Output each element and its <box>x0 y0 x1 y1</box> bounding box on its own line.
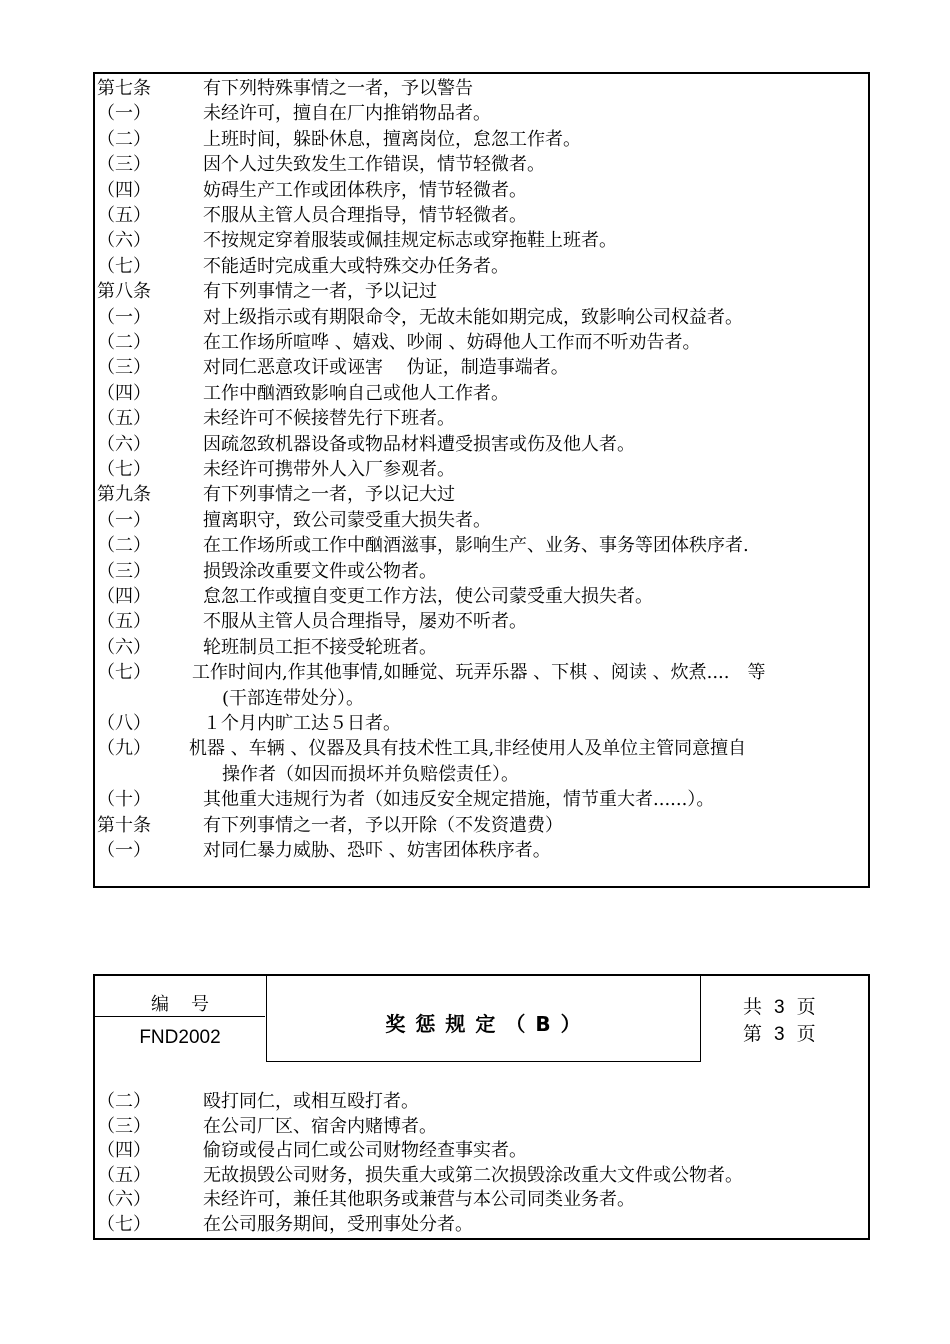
document-title: 奖惩规定（B） <box>385 1012 591 1036</box>
rule-text: 不能适时完成重大或特殊交办任务者。 <box>203 255 509 277</box>
rule-text: 在公司厂区、宿舍内赌博者。 <box>203 1115 437 1137</box>
rule-text: 未经许可携带外人入厂参观者。 <box>203 459 455 480</box>
rule-text: 在工作场所或工作中酗酒滋事，影响生产、业务、事务等团体秩序者. <box>203 535 749 557</box>
rules-continuation-box <box>93 974 870 1240</box>
rule-text: 对同仁暴力威胁、恐吓 、妨害团体秩序者。 <box>203 840 551 861</box>
page-counter <box>743 994 816 1048</box>
item-label: （二） <box>97 128 151 150</box>
total-prefix: 共 <box>743 996 763 1018</box>
item-label: （五） <box>97 408 151 430</box>
rule-text: 损毁涂改重要文件或公物者。 <box>203 560 437 582</box>
rule-text: 在公司服务期间，受刑事处分者。 <box>203 1213 473 1235</box>
item-label: （七） <box>97 1213 151 1235</box>
rule-text: 机器 、车辆 、仪器及具有技术性工具,非经使用人及单位主管同意擅自 <box>189 738 747 760</box>
rule-text: 不按规定穿着服装或佩挂规定标志或穿拖鞋上班者。 <box>203 230 617 252</box>
rule-text: 对上级指示或有期限命令，无故未能如期完成，致影响公司权益者。 <box>203 306 743 328</box>
item-label: （五） <box>97 205 151 226</box>
total-suffix: 页 <box>796 996 816 1018</box>
item-label: （一） <box>97 306 151 328</box>
item-label: （七） <box>97 255 151 277</box>
rule-text: 有下列事情之一者，予以记过 <box>203 281 437 303</box>
item-label: （五） <box>97 1164 151 1186</box>
item-label: （三） <box>97 154 151 176</box>
document-number-cell <box>95 976 267 1062</box>
item-label: （五） <box>97 611 151 633</box>
rule-text: 未经许可，擅自在厂内推销物品者。 <box>203 103 491 125</box>
article-label: 第十条 <box>97 814 151 836</box>
rule-text: 不服从主管人员合理指导，情节轻微者。 <box>203 205 527 226</box>
item-label: （一） <box>97 103 151 125</box>
item-label: （四） <box>97 382 151 404</box>
item-label: （六） <box>97 230 151 252</box>
rule-text: 工作中酗酒致影响自己或他人工作者。 <box>203 382 509 404</box>
rule-text: １个月内旷工达５日者。 <box>203 713 401 734</box>
rules-section-box <box>93 72 870 888</box>
item-label: （四） <box>97 1140 151 1161</box>
item-label: （三） <box>97 560 151 582</box>
article-label: 第九条 <box>97 484 151 506</box>
rule-text: 对同仁恶意攻讦或诬害 伪证，制造事端者。 <box>203 357 569 379</box>
rule-text: 工作时间内,作其他事情,如睡觉、玩弄乐器 、下棋 、阅读 、炊煮.... 等 <box>192 662 766 684</box>
total-pages-row <box>743 994 816 1021</box>
item-label: （二） <box>97 1091 151 1112</box>
total-pages: 3 <box>774 997 785 1018</box>
current-prefix: 第 <box>743 1023 763 1045</box>
rule-text: 无故损毁公司财务，损失重大或第二次损毁涂改重大文件或公物者。 <box>203 1164 743 1186</box>
rule-text: 有下列特殊事情之一者，予以警告 <box>203 78 473 99</box>
item-label: （六） <box>97 636 151 658</box>
rule-text: 不服从主管人员合理指导，屡劝不听者。 <box>203 611 527 633</box>
rule-text: (干部连带处分）。 <box>222 687 365 709</box>
rule-text: 其他重大违规行为者（如违反安全规定措施，情节重大者......）。 <box>203 789 715 811</box>
rule-text: 擅离职守，致公司蒙受重大损失者。 <box>203 509 491 531</box>
item-label: （三） <box>97 1115 151 1137</box>
document-number-value: FND2002 <box>139 1027 221 1048</box>
rule-text: 怠忽工作或擅自变更工作方法，使公司蒙受重大损失者。 <box>203 586 653 607</box>
rule-text: 殴打同仁，或相互殴打者。 <box>203 1091 419 1112</box>
article-label: 第八条 <box>97 281 151 303</box>
rule-text: 偷窃或侵占同仁或公司财物经查事实者。 <box>203 1140 527 1161</box>
item-label: （三） <box>97 357 151 379</box>
item-label: （一） <box>97 840 151 861</box>
item-label: （七） <box>97 459 151 480</box>
rule-text: 有下列事情之一者，予以记大过 <box>203 484 455 506</box>
item-label: （六） <box>97 1189 151 1210</box>
rule-text: 在工作场所喧哗 、嬉戏、吵闹 、妨碍他人工作而不听劝告者。 <box>203 332 701 353</box>
item-label: （一） <box>97 509 151 531</box>
item-label: （十） <box>97 789 151 811</box>
rule-text: 有下列事情之一者，予以开除（不发资遣费） <box>203 814 563 836</box>
rule-text: 因疏忽致机器设备或物品材料遭受损害或伤及他人者。 <box>203 433 635 455</box>
item-label: （六） <box>97 433 151 455</box>
rule-text: 妨碍生产工作或团体秩序，情节轻微者。 <box>203 179 527 201</box>
document-title-cell <box>266 976 701 1062</box>
rule-text: 上班时间，躲卧休息，擅离岗位，怠忽工作者。 <box>203 128 581 150</box>
rule-text: 轮班制员工拒不接受轮班者。 <box>203 636 437 658</box>
current-page: 3 <box>774 1024 785 1045</box>
rule-text: 未经许可不候接替先行下班者。 <box>203 408 455 430</box>
document-number-label: 编号 <box>151 994 231 1015</box>
rule-text: 操作者（如因而损坏并负赔偿责任）。 <box>222 763 519 785</box>
divider <box>95 1016 265 1017</box>
item-label: （八） <box>97 713 151 734</box>
item-label: （二） <box>97 332 151 353</box>
current-suffix: 页 <box>796 1023 816 1045</box>
item-label: （九） <box>97 738 151 760</box>
article-label: 第七条 <box>97 78 151 99</box>
current-page-row <box>743 1021 816 1048</box>
rule-text: 未经许可，兼任其他职务或兼营与本公司同类业务者。 <box>203 1189 635 1210</box>
item-label: （二） <box>97 535 151 557</box>
item-label: （七） <box>97 662 151 684</box>
item-label: （四） <box>97 179 151 201</box>
rule-text: 因个人过失致发生工作错误，情节轻微者。 <box>203 154 545 176</box>
item-label: （四） <box>97 586 151 607</box>
